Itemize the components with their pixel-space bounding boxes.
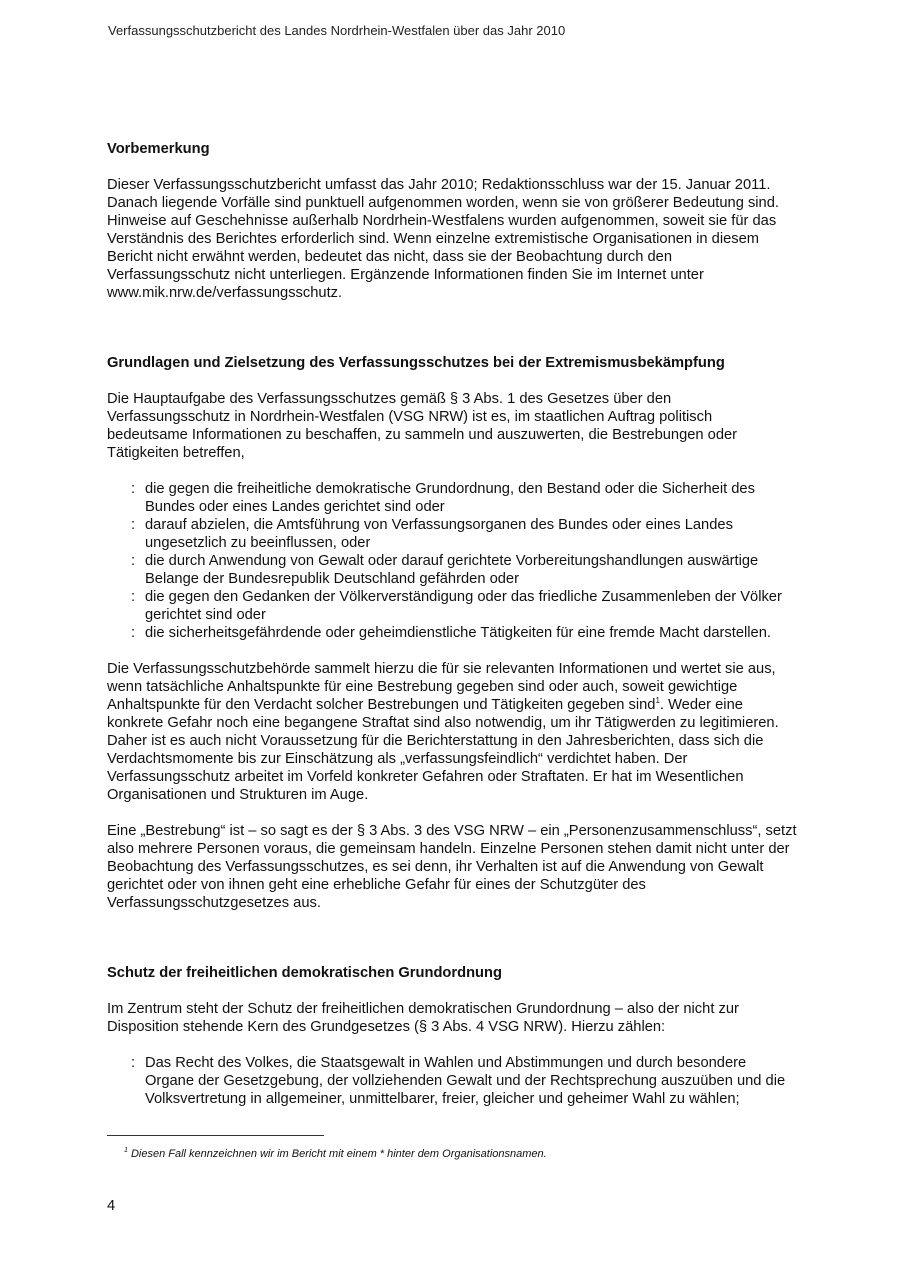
paragraph-text: Die Verfassungsschutzbehörde sammelt hierzu die für sie relevanten Informationen und wertet sie aus, wenn tatsächliche Anhaltspunkte für eine Bestrebung gegeben sind oder auch, soweit gewichtige Anhaltspunkte für den Verdacht solcher Bestrebungen und Tätigkeiten gegeben sind	[107, 661, 776, 713]
bullet-marker: :	[131, 517, 136, 533]
bullet-list	[107, 1054, 797, 1108]
page-number: 4	[107, 1198, 116, 1214]
paragraph-text: . Weder eine konkrete Gefahr noch eine begangene Straftat sind also notwendig, um ihr Tätigwerden zu legitimieren. Daher ist es auch nicht Voraussetzung für die Berichterstattung in den Jahresberichten, dass sich die Verdachtsmomente bis zur Einschätzung als „verfassungsfeindlich“ verdichtet haben. Der Verfassungsschutz arbeitet im Vorfeld konkreter Gefahren oder Straftaten. Er hat im Wesentlichen Organisationen und Strukturen im Auge.	[107, 697, 779, 803]
bullet-marker: :	[131, 625, 136, 641]
list-item	[107, 624, 797, 642]
bullet-marker: :	[131, 481, 136, 497]
running-header: Verfassungsschutzbericht des Landes Nordrhein-Westfalen über das Jahr 2010	[108, 23, 566, 38]
list-item	[107, 480, 797, 516]
list-item-text: darauf abzielen, die Amtsführung von Verfassungsorganen des Bundes oder eines Landes ungesetzlich zu beeinflussen, oder	[145, 517, 733, 551]
list-item	[107, 588, 797, 624]
section-schutz	[107, 964, 797, 1108]
footnote-number: 1	[124, 1147, 128, 1154]
bullet-list	[107, 480, 797, 642]
section-heading: Vorbemerkung	[107, 141, 210, 157]
list-item-text: die durch Anwendung von Gewalt oder darauf gerichtete Vorbereitungshandlungen auswärtige Belange der Bundesrepublik Deutschland gefährden oder	[145, 553, 759, 587]
paragraph: Eine „Bestrebung“ ist – so sagt es der § 3 Abs. 3 des VSG NRW – ein „Personenzusammenschluss“, setzt also mehrere Personen voraus, die gemeinsam handeln. Einzelne Personen stehen damit nicht unter der Beobachtung des Verfassungsschutzes, es sei denn, ihr Verhalten ist auf die Anwendung von Gewalt gerichtet oder von ihnen geht eine erhebliche Gefahr für eines der Schutzgüter des Verfassungsschutzgesetzes aus.	[107, 823, 797, 911]
footnote	[124, 1147, 547, 1161]
paragraph: Die Hauptaufgabe des Verfassungsschutzes gemäß § 3 Abs. 1 des Gesetzes über den Verfassungsschutz in Nordrhein-Westfalen (VSG NRW) ist es, im staatlichen Auftrag politisch bedeutsame Informationen zu beschaffen, zu sammeln und auszuwerten, die Bestrebungen oder Tätigkeiten betreffen,	[107, 391, 738, 461]
section-heading: Schutz der freiheitlichen demokratischen Grundordnung	[107, 965, 502, 981]
footnote-reference[interactable]: 1	[655, 696, 660, 705]
list-item-text: die sicherheitsgefährdende oder geheimdienstliche Tätigkeiten für eine fremde Macht darstellen.	[145, 625, 771, 641]
section-vorbemerkung	[107, 140, 797, 302]
list-item-text: die gegen die freiheitliche demokratische Grundordnung, den Bestand oder die Sicherheit des Bundes oder eines Landes gerichtet sind oder	[145, 481, 755, 515]
bullet-marker: :	[131, 589, 136, 605]
page-body	[107, 140, 797, 1108]
list-item	[107, 516, 797, 552]
paragraph	[107, 660, 797, 804]
section-grundlagen	[107, 354, 797, 912]
section-heading: Grundlagen und Zielsetzung des Verfassungsschutzes bei der Extremismusbekämpfung	[107, 355, 725, 371]
bullet-marker: :	[131, 553, 136, 569]
footnote-divider	[107, 1135, 324, 1136]
list-item	[107, 552, 797, 588]
paragraph: Dieser Verfassungsschutzbericht umfasst das Jahr 2010; Redaktionsschluss war der 15. Januar 2011. Danach liegende Vorfälle sind punktuell aufgenommen worden, wenn sie von größerer Bedeutung sind. Hinweise auf Geschehnisse außerhalb Nordrhein-Westfalens wurden aufgenommen, soweit sie für das Verständnis des Berichtes erforderlich sind. Wenn einzelne extremistische Organisationen in diesem Bericht nicht erwähnt werden, bedeutet das nicht, dass sie der Beobachtung durch den Verfassungsschutz nicht unterliegen. Ergänzende Informationen finden Sie im Internet unter www.mik.nrw.de/verfassungsschutz.	[107, 177, 779, 301]
list-item-text: Das Recht des Volkes, die Staatsgewalt in Wahlen und Abstimmungen und durch besondere Organe der Gesetzgebung, der vollziehenden Gewalt und der Rechtsprechung auszuüben und die Volksvertretung in allgemeiner, unmittelbarer, freier, gleicher und geheimer Wahl zu wählen;	[145, 1055, 786, 1107]
footnote-text: Diesen Fall kennzeichnen wir im Bericht mit einem * hinter dem Organisationsnamen.	[130, 1148, 547, 1160]
list-item	[107, 1054, 797, 1108]
bullet-marker: :	[131, 1055, 136, 1071]
paragraph: Im Zentrum steht der Schutz der freiheitlichen demokratischen Grundordnung – also der nicht zur Disposition stehende Kern des Grundgesetzes (§ 3 Abs. 4 VSG NRW). Hierzu zählen:	[107, 1001, 739, 1035]
list-item-text: die gegen den Gedanken der Völkerverständigung oder das friedliche Zusammenleben der Völker gerichtet sind oder	[145, 589, 782, 623]
